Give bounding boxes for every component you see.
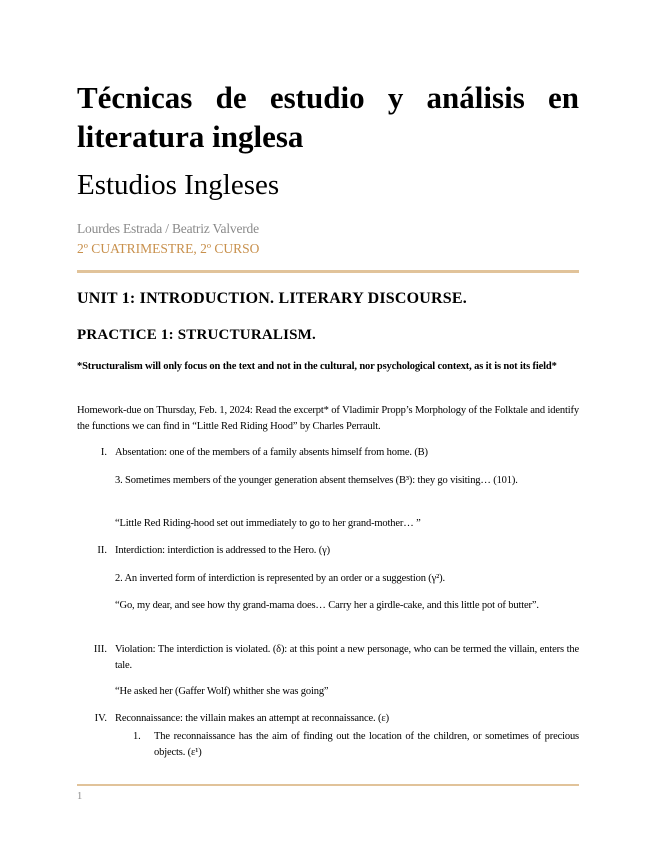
item-detail: 2. An inverted form of interdiction is represented by an order or a suggestion (γ²).	[115, 573, 445, 584]
item-quote: “Little Red Riding-hood set out immediately to go to her grand-mother… ”	[115, 518, 421, 529]
sub-item-text: The reconnaissance has the aim of finding out the location of the children, or sometimes of precious objects. (ε¹)	[154, 731, 579, 758]
item-detail: 3. Sometimes members of the younger generation absent themselves (B³): they go visiting… (101).	[115, 475, 518, 486]
practice-heading: PRACTICE 1: STRUCTURALISM.	[77, 327, 316, 343]
header-divider	[77, 270, 579, 273]
term-line: 2º CUATRIMESTRE, 2º CURSO	[77, 241, 260, 256]
item-text: Absentation: one of the members of a family absents himself from home. (B)	[115, 447, 428, 458]
item-numeral: II.	[97, 545, 107, 556]
document-subtitle: Estudios Ingleses	[77, 169, 280, 201]
item-numeral: IV.	[94, 713, 107, 724]
authors-line: Lourdes Estrada / Beatriz Valverde	[77, 221, 259, 236]
page-number: 1	[77, 791, 83, 802]
structuralism-note: *Structuralism will only focus on the text and not in the cultural, nor psychological context, as it is not its field*	[77, 361, 557, 372]
item-quote: “Go, my dear, and see how thy grand-mama does… Carry her a girdle-cake, and this little pot of butter”.	[115, 600, 539, 611]
item-text: Reconnaissance: the villain makes an attempt at reconnaissance. (ε)	[115, 713, 389, 724]
sub-item-number: 1.	[133, 731, 141, 742]
item-numeral: III.	[93, 644, 107, 655]
homework-paragraph: Homework-due on Thursday, Feb. 1, 2024: Read the excerpt* of Vladimir Propp’s Morphology of the Folktale and identify the functions we can find in “Little Red Riding Hood” by Charles Perrault.	[77, 405, 579, 432]
footer-divider	[77, 784, 579, 786]
item-text: Interdiction: interdiction is addressed to the Hero. (γ)	[115, 545, 330, 556]
unit-heading: UNIT 1: INTRODUCTION. LITERARY DISCOURSE.	[77, 290, 467, 307]
item-quote: “He asked her (Gaffer Wolf) whither she was going”	[115, 686, 329, 697]
item-numeral: I.	[100, 447, 107, 458]
document-title: Técnicas de estudio y análisis en literatura inglesa	[77, 80, 579, 154]
item-text: Violation: The interdiction is violated. (δ): at this point a new personage, who can be termed the villain, enters the tale.	[115, 644, 579, 671]
